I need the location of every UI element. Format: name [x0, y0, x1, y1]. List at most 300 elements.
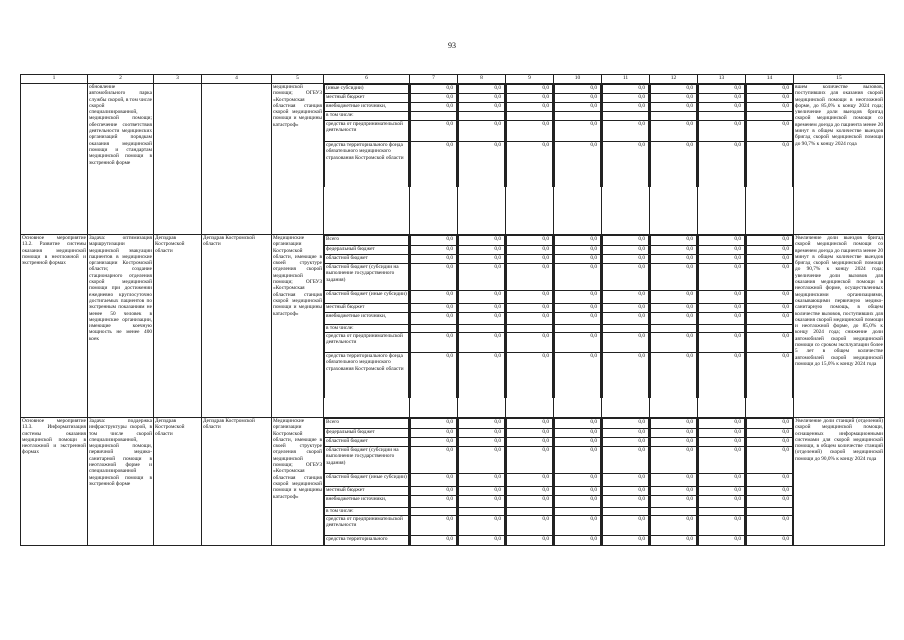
funding-source-item: областной бюджет (иные субсидии): [325, 291, 409, 304]
funding-source-item: областной бюджет (субсидии на выполнение государственного задания): [325, 447, 409, 474]
funding-value: 0,0: [699, 447, 745, 474]
funding-value: 0,0: [651, 419, 697, 429]
funding-values-col-11: [602, 84, 650, 235]
funding-source-item: (иные субсидии): [325, 85, 409, 94]
funding-value: 0,0: [555, 255, 601, 264]
funding-value: [747, 112, 793, 121]
funding-value: 0,0: [411, 246, 457, 255]
funding-values-col-9: [506, 235, 554, 418]
measure-name: [21, 84, 88, 235]
funding-source-item: средства от предпринимательской деятельности: [325, 121, 409, 142]
funding-value: 0,0: [651, 236, 697, 246]
funding-value: 0,0: [603, 121, 649, 142]
funding-source-item: внебюджетные источники,: [325, 313, 409, 325]
funding-value: 0,0: [603, 236, 649, 246]
funding-value: 0,0: [651, 353, 697, 399]
funding-value: 0,0: [699, 429, 745, 438]
funding-value: 0,0: [411, 496, 457, 508]
funding-values-col-7: [410, 235, 458, 418]
funding-value: 0,0: [507, 536, 553, 546]
funding-value: 0,0: [507, 103, 553, 112]
funding-value: 0,0: [507, 121, 553, 142]
funding-value: 0,0: [747, 353, 793, 399]
funding-values-col-9: [506, 418, 554, 546]
expected-result: [794, 235, 885, 418]
funding-values-col-10: [554, 84, 602, 235]
funding-value: 0,0: [507, 474, 553, 487]
task-description-text: обновление автомобильного парка службы скорой, в том числе скорой специализированной, медицинской помощи; обеспечение соответствия деятельности медицинских организаций порядкам оказания медицинской помощи и стандартам медицинской помощи в экстренной форме: [89, 84, 152, 166]
funding-value: 0,0: [603, 142, 649, 188]
funding-value: 0,0: [747, 429, 793, 438]
funding-value: 0,0: [651, 487, 697, 496]
funding-value: 0,0: [651, 474, 697, 487]
funding-value: 0,0: [603, 103, 649, 112]
funding-source-item: в том числе:: [325, 112, 409, 121]
responsible-executor-text: Депздрав Костромской области: [203, 235, 255, 248]
coordinator: [154, 418, 202, 546]
funding-value: 0,0: [507, 255, 553, 264]
funding-value: 0,0: [699, 313, 745, 325]
funding-value: 0,0: [651, 246, 697, 255]
funding-values-col-14: [746, 235, 794, 418]
funding-value: 0,0: [411, 487, 457, 496]
funding-value: 0,0: [699, 333, 745, 353]
funding-value: [411, 112, 457, 121]
column-number: 14: [746, 75, 794, 84]
funding-value: [459, 112, 505, 121]
funding-value: 0,0: [603, 291, 649, 304]
funding-values-col-7: [410, 84, 458, 235]
funding-value: 0,0: [459, 487, 505, 496]
funding-value: 0,0: [459, 516, 505, 536]
funding-value: 0,0: [747, 236, 793, 246]
funding-source-item: средства от предпринимательской деятельности: [325, 516, 409, 536]
funding-value: 0,0: [699, 103, 745, 112]
task-description: [88, 418, 154, 546]
funding-value: 0,0: [747, 474, 793, 487]
funding-value: [747, 508, 793, 516]
funding-values-col-10: [554, 235, 602, 418]
task-description: [88, 235, 154, 418]
funding-value: 0,0: [507, 447, 553, 474]
funding-value: [603, 325, 649, 333]
column-number: 10: [554, 75, 602, 84]
funding-value: 0,0: [699, 94, 745, 103]
funding-value: 0,0: [459, 536, 505, 546]
column-number: 1: [21, 75, 88, 84]
funding-value: 0,0: [507, 353, 553, 399]
funding-value: 0,0: [555, 103, 601, 112]
funding-values-col-13: [698, 418, 746, 546]
funding-value: 0,0: [411, 419, 457, 429]
funding-value: 0,0: [699, 474, 745, 487]
funding-value: 0,0: [651, 94, 697, 103]
funding-value: 0,0: [555, 429, 601, 438]
coordinator-text: Депздрав Костромской области: [155, 418, 185, 437]
funding-value: 0,0: [603, 313, 649, 325]
funding-value: 0,0: [459, 291, 505, 304]
expected-result-text: вшем количестве вызовов, поступивших для оказания скорой медицинской помощи в неотложной форме, до 85,0% к концу 2024 года; увеличение доли выездов бригад скорой медицинской помощи со временем доезда до пациента менее 20 минут в общем количестве выездов бригад скорой медицинской помощи до 90,7% к концу 2024 года: [795, 84, 883, 147]
funding-value: 0,0: [411, 516, 457, 536]
funding-value: 0,0: [411, 291, 457, 304]
funding-value: 0,0: [699, 487, 745, 496]
funding-value: 0,0: [747, 313, 793, 325]
funding-value: 0,0: [507, 419, 553, 429]
funding-value: 0,0: [459, 353, 505, 399]
participants-text: медицинской помощи; ОГБУЗ «Костромская областная станция скорой медицинской помощи и медицины катастроф»: [273, 84, 322, 128]
funding-value: 0,0: [603, 536, 649, 546]
funding-source-item: областной бюджет (иные субсидии): [325, 474, 409, 487]
funding-value: 0,0: [699, 142, 745, 188]
funding-value: 0,0: [555, 85, 601, 94]
funding-value: 0,0: [459, 85, 505, 94]
funding-value: 0,0: [747, 496, 793, 508]
coordinator-text: Депздрав Костромской области: [155, 235, 185, 254]
funding-value: 0,0: [411, 304, 457, 313]
funding-value: 0,0: [459, 496, 505, 508]
funding-value: [603, 112, 649, 121]
funding-value: 0,0: [603, 474, 649, 487]
expected-result-text: Увеличение доли станций (отделений) скорой медицинской помощи, оснащенных информационными системами для скорой медицинской помощи, в общем количестве станций (отделений) скорой медицинской помощи до 90,0% к концу 2024 года: [795, 418, 883, 462]
funding-value: 0,0: [555, 438, 601, 447]
funding-value: [699, 325, 745, 333]
funding-value: [747, 325, 793, 333]
funding-source-item: средства территориального: [325, 536, 409, 546]
table-row: [21, 235, 885, 418]
funding-value: 0,0: [603, 496, 649, 508]
funding-value: [507, 508, 553, 516]
funding-value: 0,0: [699, 236, 745, 246]
funding-value: 0,0: [651, 304, 697, 313]
funding-value: 0,0: [555, 121, 601, 142]
funding-value: 0,0: [555, 142, 601, 188]
funding-values-col-14: [746, 418, 794, 546]
funding-value: [507, 325, 553, 333]
funding-value: 0,0: [699, 304, 745, 313]
funding-value: 0,0: [555, 313, 601, 325]
funding-value: 0,0: [747, 516, 793, 536]
funding-value: 0,0: [411, 536, 457, 546]
funding-value: 0,0: [459, 438, 505, 447]
funding-value: 0,0: [651, 313, 697, 325]
funding-value: 0,0: [555, 333, 601, 353]
funding-value: 0,0: [651, 536, 697, 546]
funding-values-col-11: [602, 235, 650, 418]
funding-value: 0,0: [507, 438, 553, 447]
funding-value: 0,0: [459, 304, 505, 313]
funding-value: [699, 508, 745, 516]
funding-value: 0,0: [555, 516, 601, 536]
funding-source-item: средства территориального фонда обязательного медицинского страхования Костромской области: [325, 353, 409, 399]
funding-value: 0,0: [603, 447, 649, 474]
responsible-executor: [202, 84, 272, 235]
funding-value: 0,0: [507, 313, 553, 325]
measure-name: [21, 235, 88, 418]
funding-source-item: областной бюджет (субсидии на выполнение государственного задания): [325, 264, 409, 291]
funding-value: 0,0: [459, 474, 505, 487]
funding-value: 0,0: [651, 103, 697, 112]
funding-value: 0,0: [651, 447, 697, 474]
measure-name-text: Основное мероприятие 13.2. Развитие системы оказания медицинской помощи в неотложной и экстренной формах: [22, 235, 86, 267]
funding-value: [603, 508, 649, 516]
responsible-executor: [202, 418, 272, 546]
funding-value: [699, 112, 745, 121]
funding-value: 0,0: [411, 103, 457, 112]
funding-value: 0,0: [699, 496, 745, 508]
funding-values-col-8: [458, 84, 506, 235]
funding-source-item: областной бюджет: [325, 255, 409, 264]
funding-value: 0,0: [507, 236, 553, 246]
funding-value: 0,0: [507, 94, 553, 103]
funding-source-item: местный бюджет: [325, 94, 409, 103]
funding-sources: [324, 418, 410, 546]
funding-value: 0,0: [747, 103, 793, 112]
funding-value: 0,0: [699, 536, 745, 546]
funding-value: 0,0: [651, 121, 697, 142]
table-row: [21, 84, 885, 235]
funding-value: [651, 112, 697, 121]
funding-value: 0,0: [699, 255, 745, 264]
column-number: 9: [506, 75, 554, 84]
funding-value: 0,0: [555, 304, 601, 313]
funding-value: 0,0: [411, 121, 457, 142]
funding-values-col-12: [650, 418, 698, 546]
funding-value: 0,0: [507, 516, 553, 536]
funding-values-col-12: [650, 84, 698, 235]
funding-value: 0,0: [747, 447, 793, 474]
page-number: 93: [448, 41, 456, 50]
coordinator: [154, 235, 202, 418]
funding-value: 0,0: [747, 333, 793, 353]
funding-value: 0,0: [651, 255, 697, 264]
funding-value: 0,0: [603, 516, 649, 536]
task-description: [88, 84, 154, 235]
column-number: 2: [88, 75, 154, 84]
funding-source-item: местный бюджет: [325, 304, 409, 313]
participants: [272, 235, 324, 418]
measure-name-text: Основное мероприятие 13.3. Информатизация системы оказания медицинской помощи в неотложной и экстренной формах: [22, 418, 86, 456]
coordinator: [154, 84, 202, 235]
funding-value: 0,0: [411, 236, 457, 246]
column-number: 7: [410, 75, 458, 84]
funding-values-col-8: [458, 235, 506, 418]
funding-value: 0,0: [459, 264, 505, 291]
funding-value: 0,0: [555, 474, 601, 487]
funding-value: 0,0: [555, 536, 601, 546]
funding-value: 0,0: [699, 246, 745, 255]
participants: [272, 418, 324, 546]
funding-value: 0,0: [411, 94, 457, 103]
funding-value: 0,0: [411, 333, 457, 353]
funding-value: 0,0: [651, 291, 697, 304]
funding-source-item: в том числе:: [325, 508, 409, 516]
funding-value: 0,0: [699, 438, 745, 447]
funding-value: 0,0: [699, 419, 745, 429]
funding-values-col-10: [554, 418, 602, 546]
funding-value: 0,0: [555, 496, 601, 508]
funding-value: 0,0: [651, 429, 697, 438]
funding-value: 0,0: [411, 313, 457, 325]
funding-value: 0,0: [507, 487, 553, 496]
funding-value: 0,0: [459, 121, 505, 142]
funding-value: 0,0: [603, 429, 649, 438]
funding-value: 0,0: [747, 419, 793, 429]
funding-value: 0,0: [459, 94, 505, 103]
funding-values-col-13: [698, 84, 746, 235]
funding-value: 0,0: [555, 487, 601, 496]
funding-source-item: внебюджетные источники,: [325, 103, 409, 112]
participants-text: Медицинские организации Костромской области, имеющие в своей структуре отделения скорой медицинской помощи; ОГБУЗ «Костромская областная станция скорой медицинской помощи и медицины катастроф»: [273, 235, 322, 317]
funding-value: 0,0: [459, 429, 505, 438]
funding-value: 0,0: [411, 85, 457, 94]
funding-value: 0,0: [747, 291, 793, 304]
funding-value: 0,0: [555, 94, 601, 103]
funding-source-item: местный бюджет: [325, 487, 409, 496]
participants-text: Медицинские организации Костромской области, имеющие в своей структуре отделения скорой медицинской помощи; ОГБУЗ «Костромская областная станция скорой медицинской помощи и медицины катастроф»: [273, 418, 322, 500]
table-row: [21, 418, 885, 546]
responsible-executor-text: Депздрав Костромской области: [203, 418, 255, 431]
funding-source-item: Всего: [325, 419, 409, 429]
funding-value: 0,0: [507, 333, 553, 353]
funding-value: 0,0: [459, 142, 505, 188]
funding-value: 0,0: [411, 447, 457, 474]
funding-value: 0,0: [507, 429, 553, 438]
funding-value: 0,0: [459, 333, 505, 353]
responsible-executor: [202, 235, 272, 418]
column-number: 11: [602, 75, 650, 84]
funding-value: 0,0: [459, 236, 505, 246]
funding-value: 0,0: [651, 333, 697, 353]
funding-source-item: областной бюджет: [325, 438, 409, 447]
funding-value: 0,0: [747, 438, 793, 447]
funding-value: 0,0: [459, 447, 505, 474]
funding-value: [651, 325, 697, 333]
funding-value: 0,0: [747, 142, 793, 188]
column-number: 15: [794, 75, 885, 84]
funding-value: 0,0: [603, 255, 649, 264]
funding-value: 0,0: [747, 304, 793, 313]
funding-value: 0,0: [555, 353, 601, 399]
funding-value: 0,0: [747, 94, 793, 103]
funding-value: 0,0: [747, 487, 793, 496]
funding-value: 0,0: [507, 291, 553, 304]
funding-value: 0,0: [603, 94, 649, 103]
funding-source-item: внебюджетные источники,: [325, 496, 409, 508]
funding-value: [411, 325, 457, 333]
funding-value: 0,0: [747, 264, 793, 291]
funding-value: 0,0: [411, 353, 457, 399]
funding-value: 0,0: [747, 121, 793, 142]
funding-value: 0,0: [459, 255, 505, 264]
funding-value: 0,0: [651, 264, 697, 291]
funding-value: 0,0: [555, 447, 601, 474]
funding-source-item: Всего: [325, 236, 409, 246]
funding-source-item: средства территориального фонда обязательного медицинского страхования Костромской области: [325, 142, 409, 188]
funding-value: 0,0: [603, 85, 649, 94]
funding-value: 0,0: [555, 246, 601, 255]
measure-name: [21, 418, 88, 546]
funding-values-col-9: [506, 84, 554, 235]
expected-result-text: Увеличение доли выездов бригад скорой медицинской помощи со временем доезда до пациента менее 20 минут в общем количестве выездов бригад скорой медицинской помощи до 90,7% к концу 2024 года; увеличение доли вызовов для оказания медицинской помощи в неотложной форме, осуществленных медицинскими организациями, оказывающими первичную медико-санитарную помощь, в общем количестве вызовов, поступивших для оказания скорой медицинской помощи и неотложной форме, до 85,0% к концу 2024 года; снижение доли автомобилей скорой медицинской помощи со сроком эксплуатации более 5 лет в общем количестве автомобилей скорой медицинской помощи до 15,0% к концу 2024 года: [795, 235, 883, 367]
funding-value: 0,0: [603, 419, 649, 429]
funding-value: 0,0: [699, 85, 745, 94]
column-number: 8: [458, 75, 506, 84]
funding-source-item: в том числе:: [325, 325, 409, 333]
funding-value: 0,0: [747, 246, 793, 255]
funding-value: 0,0: [699, 353, 745, 399]
funding-value: 0,0: [411, 438, 457, 447]
funding-value: 0,0: [699, 121, 745, 142]
funding-value: 0,0: [651, 85, 697, 94]
funding-value: 0,0: [411, 255, 457, 264]
expected-result: [794, 418, 885, 546]
funding-value: [459, 508, 505, 516]
funding-value: 0,0: [459, 103, 505, 112]
funding-value: 0,0: [507, 496, 553, 508]
funding-value: 0,0: [507, 304, 553, 313]
funding-value: 0,0: [603, 246, 649, 255]
funding-value: [507, 112, 553, 121]
funding-value: 0,0: [411, 142, 457, 188]
expected-result: [794, 84, 885, 235]
funding-value: 0,0: [603, 264, 649, 291]
funding-value: 0,0: [603, 304, 649, 313]
funding-value: 0,0: [555, 291, 601, 304]
task-description-text: Задача: оптимизация маршрутизации медицинской эвакуации пациентов в медицинские организации Костромской области; создание стационарного отделения скорой медицинской помощи при достижении ежедневно круглосуточно достигаемых пациентов по экстренным показаниям не менее 50 человек в медицинские организации, имеющие коечную мощность не менее 400 коек: [89, 235, 152, 342]
funding-value: 0,0: [507, 142, 553, 188]
funding-value: 0,0: [747, 536, 793, 546]
funding-value: 0,0: [651, 516, 697, 536]
funding-value: [459, 325, 505, 333]
funding-value: 0,0: [603, 333, 649, 353]
funding-value: [555, 508, 601, 516]
funding-value: 0,0: [699, 516, 745, 536]
funding-value: 0,0: [699, 291, 745, 304]
column-number-row: [21, 75, 885, 84]
funding-value: 0,0: [411, 474, 457, 487]
funding-value: 0,0: [507, 264, 553, 291]
funding-value: 0,0: [507, 246, 553, 255]
column-number: 3: [154, 75, 202, 84]
funding-source-item: федеральный бюджет: [325, 429, 409, 438]
funding-value: 0,0: [555, 236, 601, 246]
funding-value: [555, 325, 601, 333]
column-number: 5: [272, 75, 324, 84]
funding-source-item: федеральный бюджет: [325, 246, 409, 255]
funding-value: 0,0: [459, 313, 505, 325]
column-number: 4: [202, 75, 272, 84]
funding-value: [411, 508, 457, 516]
task-description-text: Задача: поддержка инфраструктуры скорой, в том числе скорой специализированной, медицинской помощи, первичной медико-санитарной помощи в неотложной форме и специализированной медицинской помощи в экстренной форме: [89, 418, 152, 487]
funding-sources: [324, 235, 410, 418]
funding-source-item: средства от предпринимательской деятельности: [325, 333, 409, 353]
funding-value: 0,0: [603, 487, 649, 496]
funding-value: [651, 508, 697, 516]
funding-value: 0,0: [699, 264, 745, 291]
funding-values-col-13: [698, 235, 746, 418]
column-number: 12: [650, 75, 698, 84]
funding-value: 0,0: [507, 85, 553, 94]
funding-value: 0,0: [651, 142, 697, 188]
funding-values-col-8: [458, 418, 506, 546]
funding-values-col-12: [650, 235, 698, 418]
column-number: 13: [698, 75, 746, 84]
funding-value: [555, 112, 601, 121]
participants: [272, 84, 324, 235]
column-number: 6: [324, 75, 410, 84]
funding-value: 0,0: [651, 496, 697, 508]
funding-values-col-11: [602, 418, 650, 546]
